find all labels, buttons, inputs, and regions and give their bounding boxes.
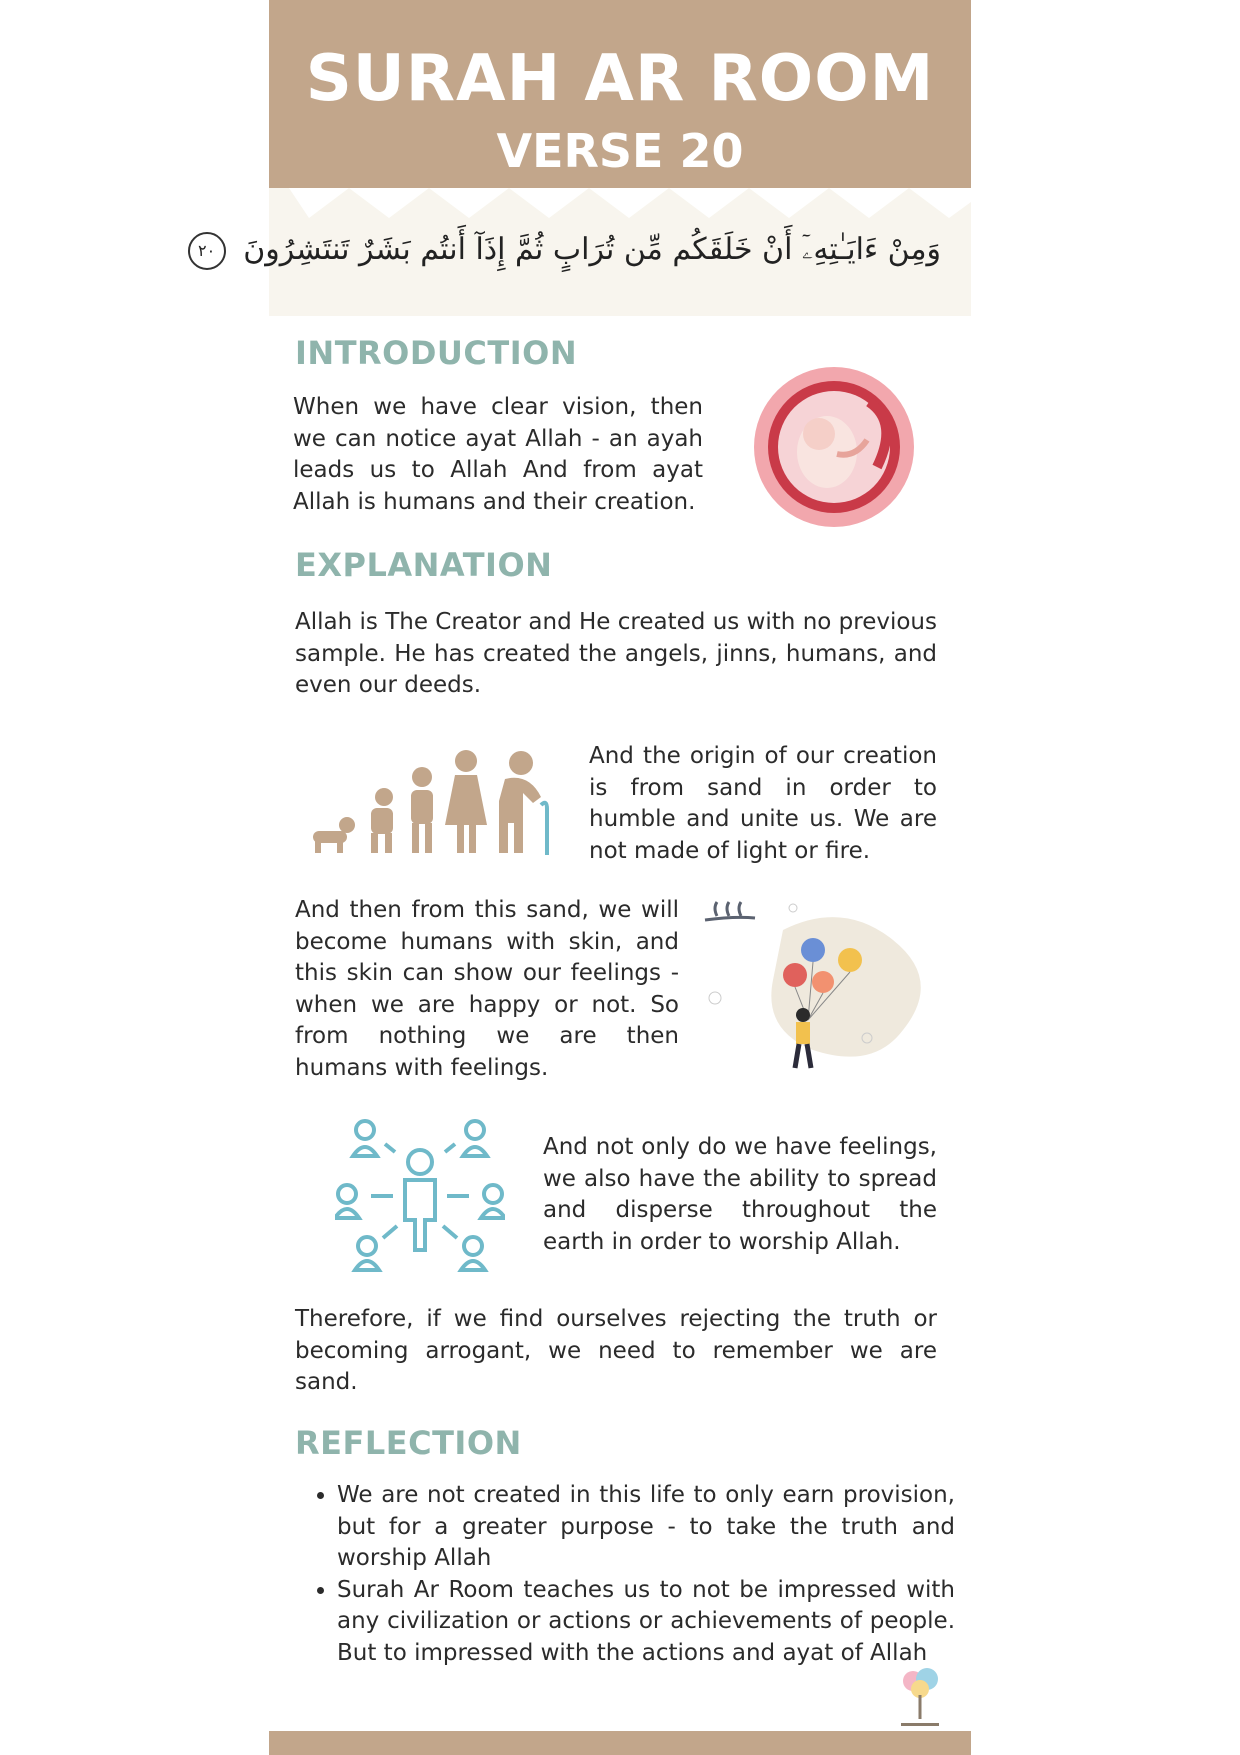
page-title: SURAH AR ROOM bbox=[305, 42, 935, 116]
verse-band bbox=[198, 188, 971, 316]
reflection-list bbox=[317, 1480, 955, 1669]
infographic-poster bbox=[198, 0, 971, 1755]
reflection-heading: REFLECTION bbox=[295, 1424, 522, 1462]
tree-logo bbox=[893, 1665, 947, 1731]
reflection-item: • Surah Ar Room teaches us to not be impressed with any civilization or actions or achievements of people. But to impressed with the actions and ayat of Allah bbox=[337, 1575, 955, 1670]
footer-bar bbox=[269, 1731, 971, 1755]
introduction-heading: INTRODUCTION bbox=[295, 334, 578, 372]
explanation-paragraph-1: Allah is The Creator and He created us with no previous sample. He has created the angels, jinns, humans, and even our deeds. bbox=[295, 609, 937, 698]
embryo-illustration bbox=[749, 362, 919, 532]
reflection-item: • We are not created in this life to only earn provision, but for a greater purpose - to take the truth and worship Allah bbox=[337, 1480, 955, 1575]
human-evolution-illustration bbox=[309, 745, 559, 860]
explanation-paragraph-2: And the origin of our creation is from sand in order to humble and unite us. We are not made of light or fire. bbox=[589, 743, 937, 864]
introduction-text: When we have clear vision, then we can notice ayat Allah - an ayah leads us to Allah And from ayat Allah is humans and their creation. bbox=[293, 394, 703, 515]
page-subtitle: VERSE 20 bbox=[496, 124, 744, 178]
explanation-paragraph-4: And not only do we have feelings, we also have the ability to spread and disperse throughout the earth in order to worship Allah. bbox=[543, 1134, 937, 1255]
verse-number-marker: ٢٠ bbox=[188, 232, 226, 270]
explanation-paragraph-5: Therefore, if we find ourselves rejecting the truth or becoming arrogant, we need to remember we are sand. bbox=[295, 1306, 937, 1395]
header-banner bbox=[269, 0, 971, 188]
explanation-paragraph-3: And then from this sand, we will become humans with skin, and this skin can show our feelings - when we are happy or not. So from nothing we are then humans with feelings. bbox=[295, 897, 679, 1081]
disperse-people-icon bbox=[335, 1118, 505, 1278]
verse-arabic: وَمِنْ ءَايَـٰتِهِۦٓ أَنْ خَلَقَكُم مِّن تُرَابٍ ثُمَّ إِذَآ أَنتُم بَشَرٌ تَنتَشِرُونَ bbox=[243, 232, 941, 267]
emotion-balloons-illustration bbox=[703, 890, 943, 1080]
explanation-heading: EXPLANATION bbox=[295, 546, 553, 584]
quran-verse bbox=[198, 232, 941, 270]
zigzag-decoration bbox=[269, 188, 971, 228]
